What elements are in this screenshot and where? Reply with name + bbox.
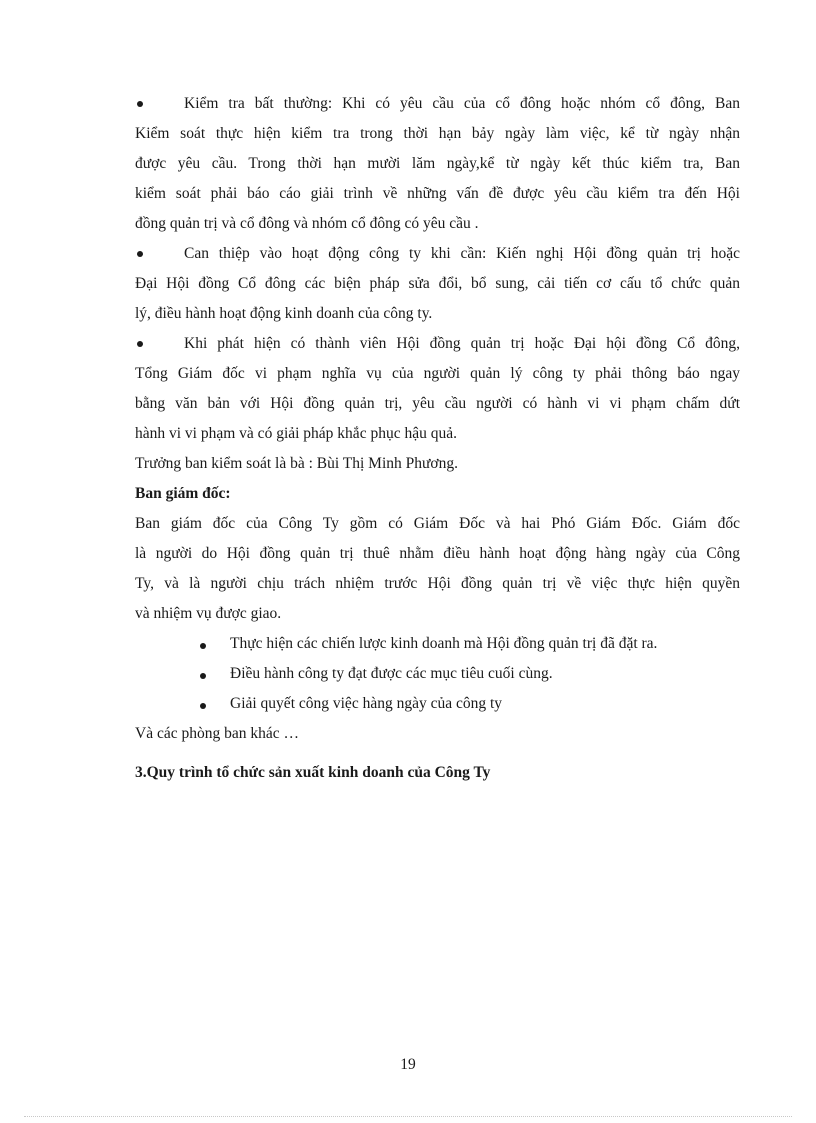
duty-1-marker bbox=[200, 643, 206, 649]
page-footer-divider bbox=[24, 1116, 792, 1117]
bullet-3-line-3: bằng văn bản với Hội đồng quản trị, yêu cầu người có hành vi vi phạm chấm dứt bbox=[135, 395, 740, 412]
duty-1: Thực hiện các chiến lược kinh doanh mà Hội đồng quản trị đã đặt ra. bbox=[230, 635, 658, 652]
bullet-1-line-3: được yêu cầu. Trong thời hạn mười lăm ngày,kể từ ngày kết thúc kiểm tra, Ban bbox=[135, 155, 740, 172]
duty-3: Giải quyết công việc hàng ngày của công ty bbox=[230, 695, 503, 712]
bullet-1-line-5: đồng quản trị và cổ đông và nhóm cổ đông có yêu cầu . bbox=[135, 215, 479, 232]
bullet-1-line-4: kiểm soát phải báo cáo giải trình về những vấn đề được yêu cầu kiểm tra đến Hội bbox=[135, 185, 740, 202]
duty-2: Điều hành công ty đạt được các mục tiêu cuối cùng. bbox=[230, 665, 553, 682]
bullet-2-line-1: Can thiệp vào hoạt động công ty khi cần: Kiến nghị Hội đồng quản trị hoặc bbox=[184, 245, 740, 262]
bullet-2-line-2: Đại Hội đồng Cổ đông các biện pháp sửa đổi, bổ sung, cải tiến cơ cấu tổ chức quản bbox=[135, 275, 740, 292]
bullet-3-line-4: hành vi vi phạm và có giải pháp khắc phục hậu quả. bbox=[135, 425, 457, 442]
board-of-directors-heading: Ban giám đốc: bbox=[135, 485, 231, 502]
page-number: 19 bbox=[400, 1056, 416, 1073]
bullet-2-line-3: lý, điều hành hoạt động kinh doanh của công ty. bbox=[135, 305, 433, 322]
directors-paragraph-line-3: Ty, và là người chịu trách nhiệm trước Hội đồng quản trị về việc thực hiện quyền bbox=[135, 575, 740, 592]
directors-paragraph-line-1: Ban giám đốc của Công Ty gồm có Giám Đốc và hai Phó Giám Đốc. Giám đốc bbox=[135, 515, 740, 532]
bullet-1-line-1: Kiểm tra bất thường: Khi có yêu cầu của cổ đông hoặc nhóm cổ đông, Ban bbox=[184, 95, 740, 112]
other-departments: Và các phòng ban khác … bbox=[135, 725, 299, 742]
head-of-supervisory-board: Trưởng ban kiểm soát là bà : Bùi Thị Minh Phương. bbox=[135, 455, 458, 472]
duty-2-marker bbox=[200, 673, 206, 679]
bullet-3-line-1: Khi phát hiện có thành viên Hội đồng quản trị hoặc Đại hội đồng Cổ đông, bbox=[184, 335, 740, 352]
directors-paragraph-line-4: và nhiệm vụ được giao. bbox=[135, 605, 282, 622]
duty-3-marker bbox=[200, 703, 206, 709]
bullet-1-line-2: Kiểm soát thực hiện kiểm tra trong thời hạn bảy ngày làm việc, kể từ ngày nhận bbox=[135, 125, 740, 142]
bullet-3-line-2: Tổng Giám đốc vi phạm nghĩa vụ của người quản lý công ty phải thông báo ngay bbox=[135, 365, 740, 382]
section-3-heading: 3.Quy trình tổ chức sản xuất kinh doanh của Công Ty bbox=[135, 764, 491, 781]
directors-paragraph-line-2: là người do Hội đồng quản trị thuê nhằm điều hành hoạt động hàng ngày của Công bbox=[135, 545, 740, 562]
